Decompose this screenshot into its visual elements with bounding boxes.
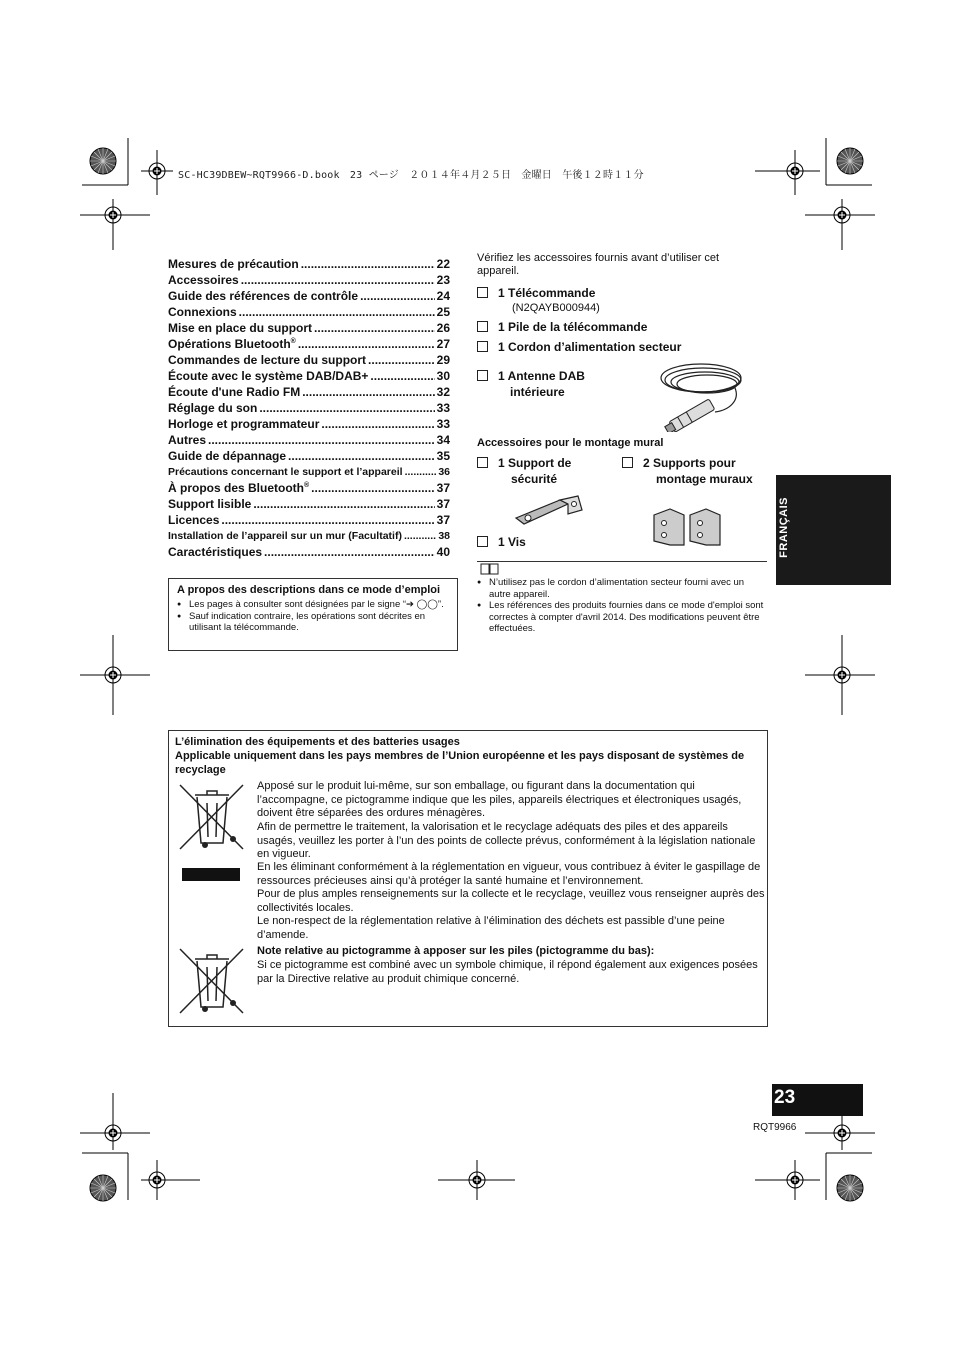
- accessory-screw: 1 Vis: [477, 534, 526, 550]
- toc-item[interactable]: Guide de dépannage ..... 35: [168, 448, 450, 464]
- toc-item[interactable]: Commandes de lecture du support ..... 29: [168, 352, 450, 368]
- crossed-bin-icon: [177, 781, 247, 853]
- checkbox[interactable]: [477, 457, 488, 468]
- accessory-safety-holder-line2: sécurité: [511, 472, 558, 486]
- toc-item[interactable]: Caractéristiques ..... 40: [168, 544, 450, 560]
- accessory-dab-antenna: 1 Antenne DAB: [477, 368, 585, 384]
- disposal-heading: L’élimination des équipements et des batteries usages Applicable uniquement dans les pays membres de l’Union européenne et les pays disposant de systèmes de recyclage: [175, 736, 745, 776]
- remote-model-number: (N2QAYB000944): [512, 302, 600, 314]
- note-bullet: ● Les références des produits fournies dans ce mode d'emploi sont correctes à compter d'avril 2014. Des modifications peuvent être effectuées.: [477, 600, 767, 635]
- language-tab: FRANÇAIS: [776, 475, 891, 585]
- bin-underline-bar: [182, 868, 240, 881]
- safety-holder-icon: [512, 492, 587, 530]
- toc-item[interactable]: Connexions ..... 25: [168, 304, 450, 320]
- toc-item[interactable]: Accessoires ..... 23: [168, 272, 450, 288]
- print-file-info: SC-HC39DBEW~RQT9966-D.book 23 ページ ２０１４年４月２５日 金曜日 午後１２時１１分: [178, 170, 644, 181]
- dab-antenna-icon: [655, 360, 750, 432]
- accessory-ac-cord: 1 Cordon d’alimentation secteur: [477, 339, 681, 355]
- toc-item[interactable]: Opérations Bluetooth® ..... 27: [168, 336, 450, 352]
- about-box-title: A propos des descriptions dans ce mode d’emploi: [177, 584, 441, 596]
- accessory-notes: [477, 577, 767, 635]
- toc-item[interactable]: Écoute d'une Radio FM ..... 32: [168, 384, 450, 400]
- checkbox[interactable]: [477, 341, 488, 352]
- accessory-remote: 1 Télécommande: [477, 285, 595, 301]
- toc-item[interactable]: Support lisible ..... 37: [168, 496, 450, 512]
- accessory-battery: 1 Pile de la télécommande: [477, 319, 647, 335]
- toc-item[interactable]: Guide des références de contrôle ..... 24: [168, 288, 450, 304]
- toc-item[interactable]: Mesures de précaution ..... 22: [168, 256, 450, 272]
- toc-item[interactable]: Écoute avec le système DAB/DAB+ ..... 30: [168, 368, 450, 384]
- document-code: RQT9966: [753, 1122, 797, 1133]
- crossed-bin-battery-icon: [177, 945, 247, 1017]
- wall-mount-heading: Accessoires pour le montage mural: [477, 437, 664, 449]
- checkbox[interactable]: [477, 321, 488, 332]
- accessory-dab-antenna-line2: intérieure: [510, 385, 565, 399]
- toc-item[interactable]: Autres ..... 34: [168, 432, 450, 448]
- page-number: 23: [772, 1084, 863, 1116]
- toc-item[interactable]: Précautions concernant le support et l’appareil ..... 36: [168, 464, 450, 480]
- wall-bracket-icon: [650, 505, 730, 547]
- note-bullet: ● N’utilisez pas le cordon d’alimentation secteur fourni avec un autre appareil.: [477, 577, 767, 600]
- disposal-info-box: L’élimination des équipements et des batteries usages Applicable uniquement dans les pays membres de l’Union européenne et les pays disposant de systèmes de recyclage Apposé sur le produit lui-même, sur son emballage, ou figurant dans la documentation qui l’accompagne, ce pictogramme indique que les piles, appareils électriques et électroniques usagés, doivent être séparées des ordures ménagères. Afin de permettre le traitement, la valorisation et le recyclage adéquats des piles et des appareils usagés, veuillez les porter à l’un des points de collecte prévus, conformément à la législation nationale en vigueur. En les éliminant conformément à la réglementation en vigueur, vous contribuez à éviter le gaspillage de ressources précieuses ainsi qu’à protéger la santé humaine et l’environnement. Pour de plus amples renseignements sur la collecte et le recyclage, veuillez vous renseigner auprès des collectivités locales. Le non-respect de la réglementation relative à l’élimination des déchets est passible d’une peine d’amende. Note relative au pictogramme à apposer sur les piles (pictogramme du bas): Si ce pictogramme est combiné avec un symbole chimique, il répond également aux exigences posées par la Directive relative au produit chimique concerné.: [168, 730, 768, 1027]
- toc-item[interactable]: Mise en place du support ..... 26: [168, 320, 450, 336]
- table-of-contents: [168, 256, 450, 560]
- checkbox[interactable]: [477, 536, 488, 547]
- toc-item[interactable]: Licences ..... 37: [168, 512, 450, 528]
- about-descriptions-box: [168, 578, 458, 651]
- accessory-wall-brackets-line2: montage muraux: [656, 472, 753, 486]
- notes-divider: [477, 561, 767, 562]
- accessory-safety-holder: 1 Support de: [477, 455, 571, 471]
- toc-item[interactable]: Réglage du son ..... 33: [168, 400, 450, 416]
- accessories-intro: Vérifiez les accessoires fournis avant d’utiliser cet appareil.: [477, 252, 720, 277]
- toc-item[interactable]: Installation de l’appareil sur un mur (Facultatif) ..... 38: [168, 528, 450, 544]
- checkbox[interactable]: [477, 287, 488, 298]
- accessory-wall-brackets: 2 Supports pour: [622, 455, 736, 471]
- checkbox[interactable]: [477, 370, 488, 381]
- about-box-bullet: ● Sauf indication contraire, les opérations sont décrites en utilisant la télécommande.: [177, 611, 449, 634]
- toc-item[interactable]: Horloge et programmateur ..... 33: [168, 416, 450, 432]
- about-box-bullet: ● Les pages à consulter sont désignées par le signe “➔ ◯◯”.: [177, 599, 449, 611]
- note-book-icon: [480, 563, 500, 575]
- checkbox[interactable]: [622, 457, 633, 468]
- toc-item[interactable]: À propos des Bluetooth® ..... 37: [168, 480, 450, 496]
